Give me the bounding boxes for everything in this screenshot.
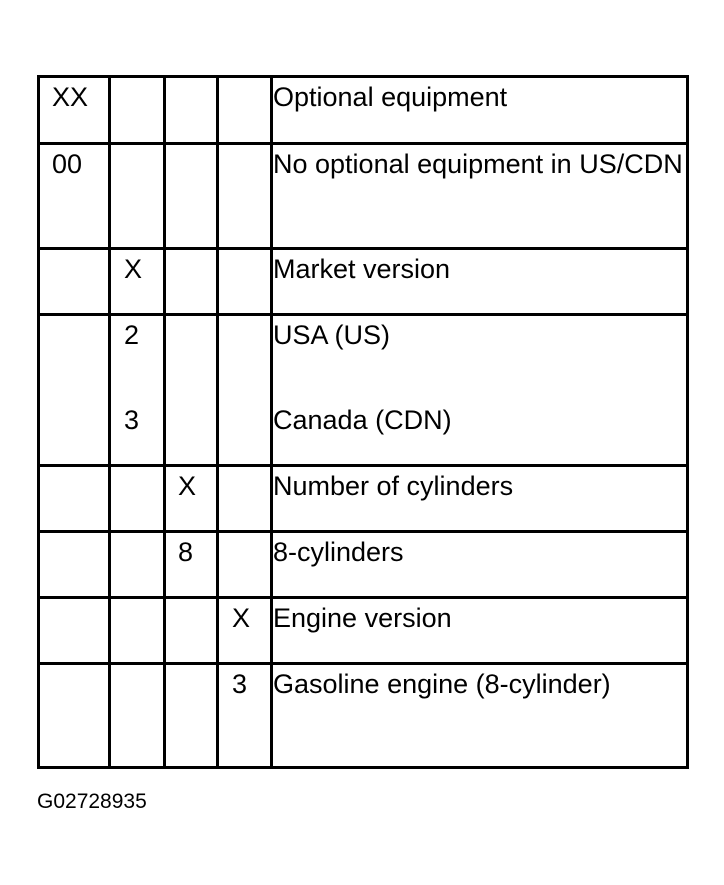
code-cell [218,532,272,598]
code-cell: X [165,466,218,532]
code-cell [110,664,165,768]
code-cell [165,77,218,144]
description-value: USA (US) [273,320,391,350]
code-cell [39,532,110,598]
code-cell [39,315,110,466]
code-cell [165,249,218,315]
code-cell [39,664,110,768]
code-cell [165,315,218,466]
code-cell: X [218,598,272,664]
engine-code-table [37,75,689,769]
table-row [39,77,688,144]
description-cell [272,315,688,466]
code-cell: 00 [39,144,110,249]
table-row [39,598,688,664]
table-row [39,466,688,532]
code-cell [165,664,218,768]
description-cell: Engine version [272,598,688,664]
code-value: 3 [124,405,140,435]
code-cell: 3 [218,664,272,768]
code-value: 2 [124,320,140,350]
description-cell: Optional equipment [272,77,688,144]
description-cell: No optional equipment in US/CDN [272,144,688,249]
table-row [39,249,688,315]
code-cell [165,598,218,664]
code-cell [110,315,165,466]
code-cell [218,466,272,532]
table-row [39,532,688,598]
code-cell [165,144,218,249]
code-cell [110,532,165,598]
code-cell [218,144,272,249]
code-cell [39,466,110,532]
description-cell: 8-cylinders [272,532,688,598]
table-row [39,144,688,249]
code-cell [218,315,272,466]
code-cell [110,144,165,249]
code-cell: XX [39,77,110,144]
description-value: Canada (CDN) [273,405,452,435]
code-cell: X [110,249,165,315]
code-cell [110,77,165,144]
code-cell [110,598,165,664]
code-cell [39,249,110,315]
figure-id: G02728935 [37,790,147,813]
description-cell: Market version [272,249,688,315]
code-cell [110,466,165,532]
description-cell: Gasoline engine (8-cylinder) [272,664,688,768]
table-row [39,315,688,466]
table-row [39,664,688,768]
code-cell: 8 [165,532,218,598]
code-cell [218,249,272,315]
code-cell [39,598,110,664]
description-cell: Number of cylinders [272,466,688,532]
code-cell [218,77,272,144]
